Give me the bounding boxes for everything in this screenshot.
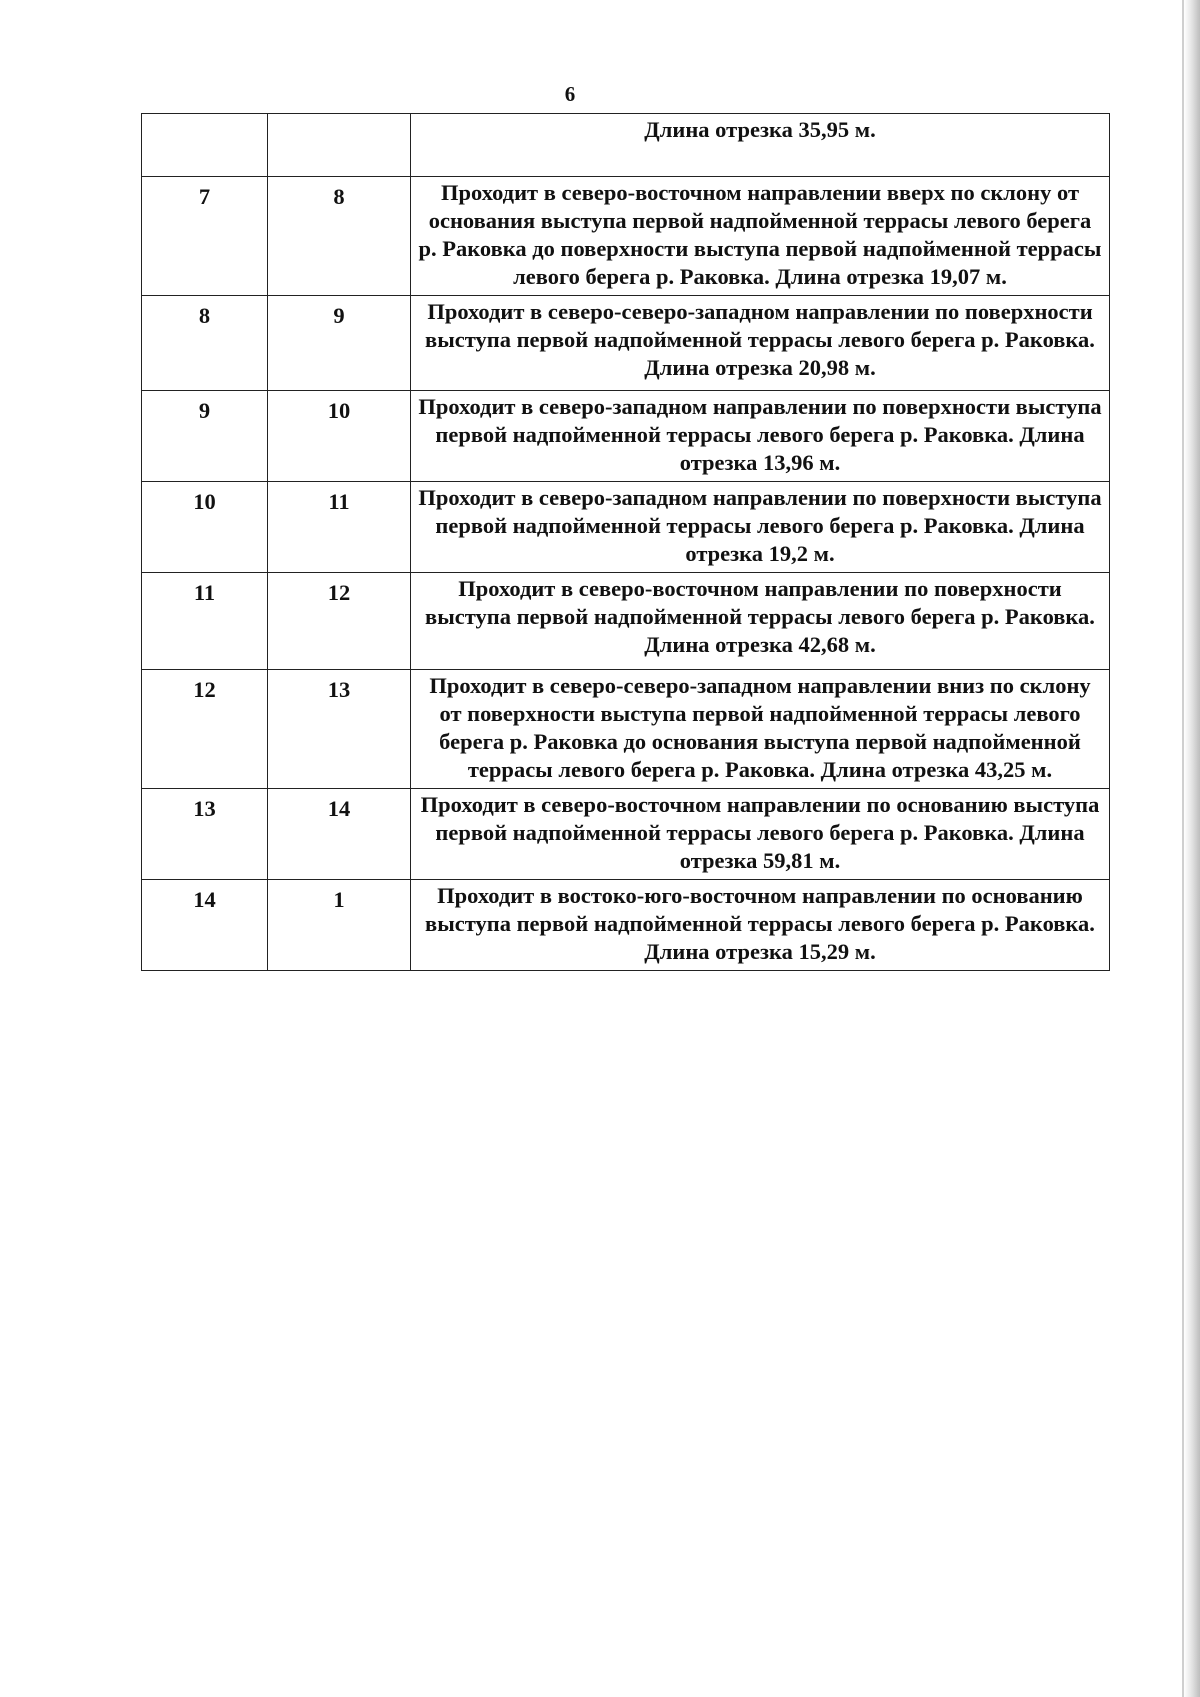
segment-description-cell: Проходит в северо-западном направлении по поверхности выступа первой надпойменной террасы левого берега р. Раковка. Длина отрезка 19,2 м. — [411, 482, 1110, 573]
point-from-cell: 12 — [142, 670, 268, 789]
table-row — [142, 177, 1110, 296]
table-row — [142, 789, 1110, 880]
point-from-cell: 7 — [142, 177, 268, 296]
point-from-cell — [142, 114, 268, 177]
point-to-cell: 14 — [268, 789, 411, 880]
point-to-cell: 10 — [268, 391, 411, 482]
table-row — [142, 391, 1110, 482]
segment-description-cell: Проходит в северо-восточном направлении по поверхности выступа первой надпойменной террасы левого берега р. Раковка. Длина отрезка 42,68 м. — [411, 573, 1110, 670]
boundary-segments-table — [141, 113, 1110, 971]
segment-description-cell: Проходит в северо-восточном направлении вверх по склону от основания выступа первой надпойменной террасы левого берега р. Раковка до поверхности выступа первой надпойменной террасы левого берега р. Раковка. Длина отрезка 19,07 м. — [411, 177, 1110, 296]
scan-edge-shadow — [1184, 0, 1200, 1697]
point-to-cell: 9 — [268, 296, 411, 391]
table-row — [142, 573, 1110, 670]
table-row — [142, 114, 1110, 177]
point-from-cell: 11 — [142, 573, 268, 670]
segment-description-cell: Проходит в востоко-юго-восточном направлении по основанию выступа первой надпойменной террасы левого берега р. Раковка. Длина отрезка 15,29 м. — [411, 880, 1110, 971]
segment-description-cell: Проходит в северо-западном направлении по поверхности выступа первой надпойменной террасы левого берега р. Раковка. Длина отрезка 13,96 м. — [411, 391, 1110, 482]
table-row — [142, 296, 1110, 391]
point-to-cell — [268, 114, 411, 177]
point-to-cell: 8 — [268, 177, 411, 296]
segment-description-cell: Проходит в северо-северо-западном направлении по поверхности выступа первой надпойменной террасы левого берега р. Раковка. Длина отрезка 20,98 м. — [411, 296, 1110, 391]
page-number: 6 — [564, 82, 576, 106]
point-to-cell: 11 — [268, 482, 411, 573]
segment-description-cell: Длина отрезка 35,95 м. — [411, 114, 1110, 177]
point-from-cell: 10 — [142, 482, 268, 573]
point-from-cell: 9 — [142, 391, 268, 482]
point-to-cell: 13 — [268, 670, 411, 789]
segment-description-cell: Проходит в северо-восточном направлении по основанию выступа первой надпойменной террасы левого берега р. Раковка. Длина отрезка 59,81 м. — [411, 789, 1110, 880]
table-row — [142, 880, 1110, 971]
point-to-cell: 12 — [268, 573, 411, 670]
point-to-cell: 1 — [268, 880, 411, 971]
point-from-cell: 8 — [142, 296, 268, 391]
table-row — [142, 670, 1110, 789]
segment-description-cell: Проходит в северо-северо-западном направлении вниз по склону от поверхности выступа первой надпойменной террасы левого берега р. Раковка до основания выступа первой надпойменной террасы левого берега р. Раковка. Длина отрезка 43,25 м. — [411, 670, 1110, 789]
point-from-cell: 14 — [142, 880, 268, 971]
table-row — [142, 482, 1110, 573]
point-from-cell: 13 — [142, 789, 268, 880]
